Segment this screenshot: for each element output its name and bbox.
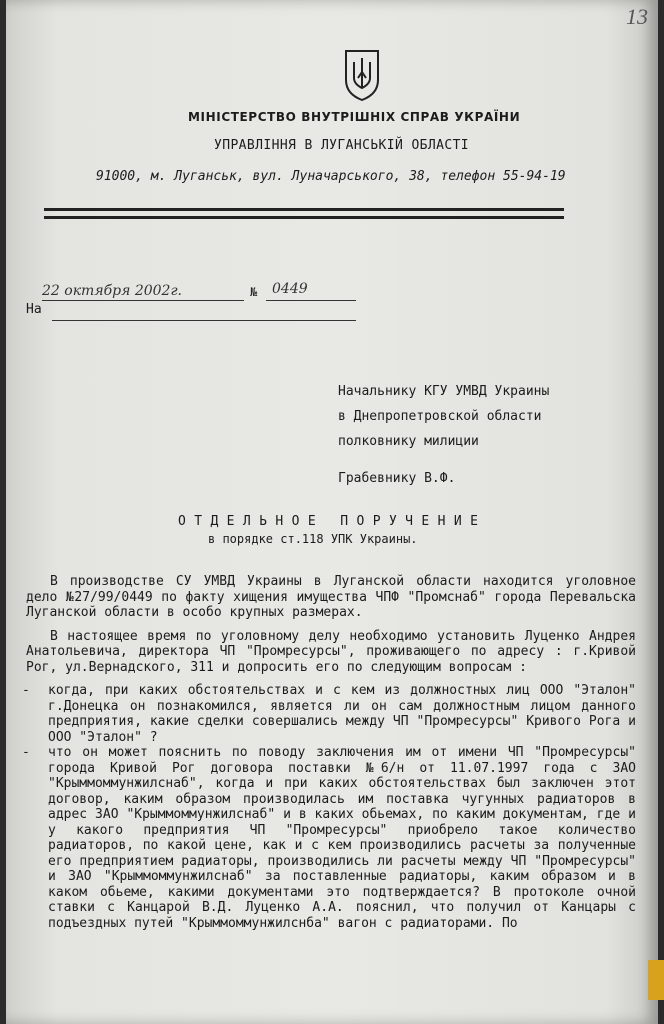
document-subtitle: в порядке ст.118 УПК Украины. [208,532,418,546]
question-list [26,683,636,931]
reference-line [52,320,356,321]
document-number-handwritten: 0449 [272,281,308,297]
coat-of-arms-icon [342,48,382,102]
date-handwritten: 22 октября 2002г. [42,283,182,299]
addressee-line: полковнику милиции [338,434,479,449]
addressee-line: Начальнику КГУ УМВД Украины [338,384,550,399]
document-title: ОТДЕЛЬНОЕ ПОРУЧЕНИЕ [178,514,487,529]
page-corner-tab [648,960,664,1000]
body-paragraph: В производстве СУ УМВД Украины в Луганской области находится уголовное дело №27/99/0449 по факту хищения имущества ЧПФ "Промснаб" города Перевальска Луганской области в особо крупных размерах. [26,574,636,620]
addressee-line: в Днепропетровской области [338,409,542,424]
question-item: - когда, при каких обстоятельствах и с кем из должностных лиц ООО "Эталон" г.Донецка он познакомился, является ли он сам должностным лицом данного предприятия, какие сделки совершались между ЧП "Промресурсы" Кривого Рога и ООО "Эталон" ? [26,683,636,745]
question-item: - что он может пояснить по поводу заключения им от имени ЧП "Промресурсы" города Кривой Рог договора поставки №6/н от 11.07.1997 года с ЗАО "Крыммоммунжилснаб", когда и при каких обстоятельствах был заключен этот договор, каким образом производилась им поставка чугунных радиаторов в адрес ЗАО "Крыммоммунжилснаб" и в каких обьемах, по каким документам, где и у какого предприятия ЧП "Промресурсы" приобрело такое количество радиаторов, по какой цене, как и с кем производились расчеты за полученные его предприятием радиаторы, производились ли расчеты между ЧП "Промресурсы" и ЗАО "Крыммоммунжилснаб" за поставленные радиаторы, каким образом и в каком обьеме, какими документами это подтверждается? В протоколе очной ставки с Канцарой В.Д. Луценко А.А. пояснил, что получил от Канцары с подъездных путей "Крыммоммунжилснба" вагон с радиаторами. По [26,745,636,931]
number-sign: № [250,285,258,299]
number-line [266,300,356,301]
header-divider [44,216,564,219]
page-number-mark: 13 [626,4,648,29]
header-divider [44,208,564,211]
date-line [42,300,244,301]
ministry-name: МІНІСТЕРСТВО ВНУТРІШНІХ СПРАВ УКРАЇНИ [188,110,521,124]
body-paragraph: В настоящее время по уголовному делу необходимо установить Луценко Андрея Анатольевича, директора ЧП "Промресурсы", проживающего по адресу : г.Кривой Рог, ул.Вернадского, 311 и допросить его по следующим вопросам : [26,628,636,675]
reference-label: На [26,302,42,317]
addressee-name: Грабевнику В.Ф. [338,471,456,486]
document-page [6,0,658,1024]
office-address: 91000, м. Луганськ, вул. Луначарського, 38, телефон 55-94-19 [96,169,566,184]
addressee-block [338,379,549,454]
document-body [26,574,636,931]
department-name: УПРАВЛІННЯ В ЛУГАНСЬКІЙ ОБЛАСТІ [214,138,470,153]
